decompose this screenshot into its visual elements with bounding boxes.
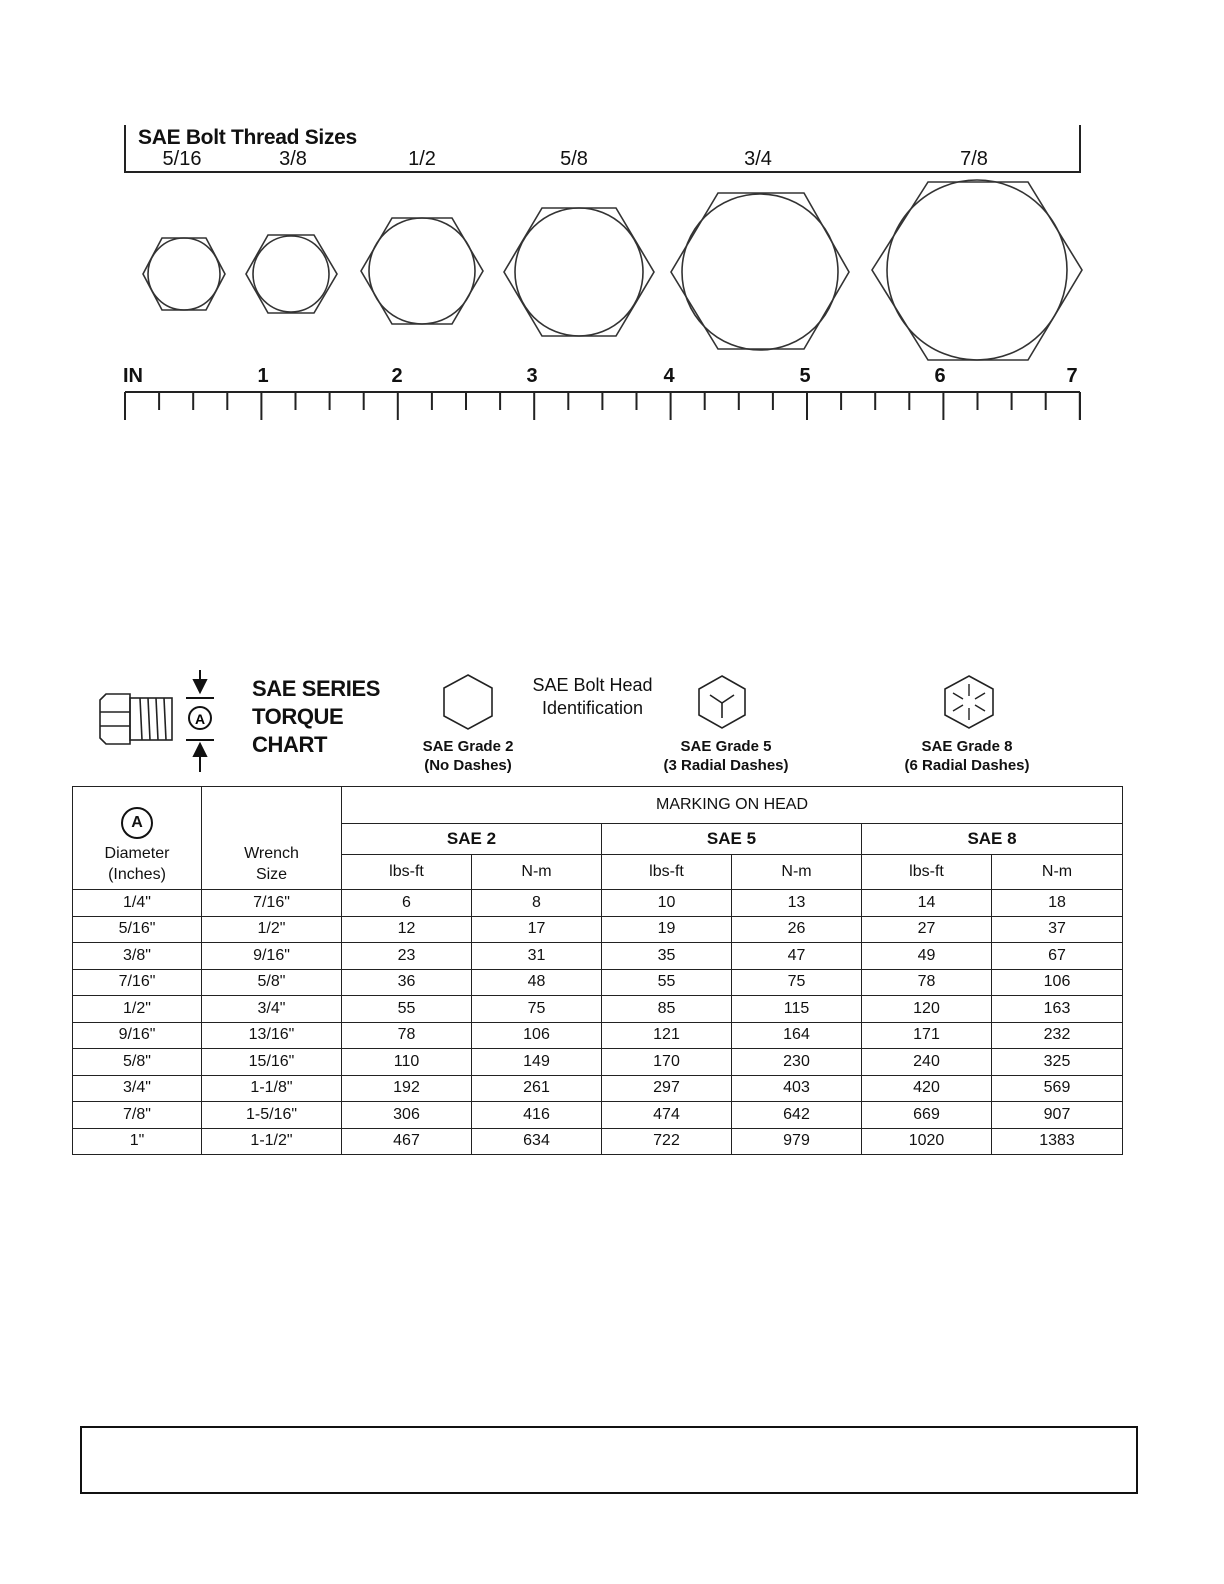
ruler-number: 3 <box>526 365 538 387</box>
torque-value-cell: 907 <box>992 1102 1123 1129</box>
unit-header: N-m <box>472 855 602 890</box>
grade-name: SAE Grade 5 <box>680 738 772 755</box>
diameter-cell: 1/4" <box>73 890 202 917</box>
wrench-size-cell: 1-5/16" <box>202 1102 342 1129</box>
torque-value-cell: 10 <box>602 890 732 917</box>
table-row <box>73 1128 1123 1155</box>
bolt-5-16-hex-icon <box>143 238 225 310</box>
torque-value-cell: 1020 <box>862 1128 992 1155</box>
torque-value-cell: 416 <box>472 1102 602 1129</box>
torque-value-cell: 27 <box>862 916 992 943</box>
torque-value-cell: 26 <box>732 916 862 943</box>
wrench-size-cell: 7/16" <box>202 890 342 917</box>
torque-value-cell: 115 <box>732 996 862 1023</box>
hexagon-3-dash-icon <box>694 672 750 732</box>
wrench-size-cell: 9/16" <box>202 943 342 970</box>
torque-value-cell: 23 <box>342 943 472 970</box>
bolt-diameter-diagram <box>96 668 220 778</box>
torque-value-cell: 240 <box>862 1049 992 1076</box>
diameter-symbol-icon: A <box>121 807 153 839</box>
table-row <box>73 1049 1123 1076</box>
torque-value-cell: 230 <box>732 1049 862 1076</box>
torque-value-cell: 192 <box>342 1075 472 1102</box>
bolt-1-2-hex-icon <box>361 218 483 324</box>
torque-value-cell: 8 <box>472 890 602 917</box>
torque-value-cell: 474 <box>602 1102 732 1129</box>
bolt-5-8-hex-icon <box>504 208 654 336</box>
hexagon-6-dash-icon <box>940 672 998 732</box>
torque-value-cell: 19 <box>602 916 732 943</box>
torque-value-cell: 297 <box>602 1075 732 1102</box>
table-row <box>73 1102 1123 1129</box>
diameter-cell: 7/8" <box>73 1102 202 1129</box>
grade-header: SAE 8 <box>862 824 1123 855</box>
torque-value-cell: 55 <box>342 996 472 1023</box>
torque-value-cell: 106 <box>992 969 1123 996</box>
size-label: 7/8 <box>960 148 988 170</box>
diameter-cell: 3/8" <box>73 943 202 970</box>
ruler-number: 5 <box>799 365 811 387</box>
table-row <box>73 890 1123 917</box>
torque-value-cell: 1383 <box>992 1128 1123 1155</box>
torque-value-cell: 75 <box>472 996 602 1023</box>
torque-value-cell: 110 <box>342 1049 472 1076</box>
diameter-cell: 5/8" <box>73 1049 202 1076</box>
ruler-number: 7 <box>1066 365 1078 387</box>
torque-value-cell: 14 <box>862 890 992 917</box>
ruler-number: 6 <box>934 365 946 387</box>
torque-value-cell: 979 <box>732 1128 862 1155</box>
unit-header: lbs-ft <box>862 855 992 890</box>
torque-value-cell: 47 <box>732 943 862 970</box>
torque-value-cell: 75 <box>732 969 862 996</box>
wrench-size-cell: 13/16" <box>202 1022 342 1049</box>
unit-header: lbs-ft <box>602 855 732 890</box>
torque-value-cell: 170 <box>602 1049 732 1076</box>
footer-box <box>80 1426 1138 1494</box>
bolt-7-8-hex-icon <box>872 180 1082 360</box>
torque-value-cell: 49 <box>862 943 992 970</box>
torque-value-cell: 467 <box>342 1128 472 1155</box>
size-label: 5/8 <box>560 148 588 170</box>
torque-value-cell: 261 <box>472 1075 602 1102</box>
size-label: 3/4 <box>744 148 772 170</box>
unit-header: lbs-ft <box>342 855 472 890</box>
torque-value-cell: 6 <box>342 890 472 917</box>
grade-note: (3 Radial Dashes) <box>663 757 789 774</box>
size-label: 3/8 <box>279 148 307 170</box>
torque-value-cell: 171 <box>862 1022 992 1049</box>
ruler-number: 4 <box>663 365 675 387</box>
hexagon-plain-icon <box>438 672 498 732</box>
torque-value-cell: 669 <box>862 1102 992 1129</box>
torque-value-cell: 48 <box>472 969 602 996</box>
torque-value-cell: 420 <box>862 1075 992 1102</box>
torque-value-cell: 121 <box>602 1022 732 1049</box>
torque-value-cell: 306 <box>342 1102 472 1129</box>
grade-caption <box>663 737 788 775</box>
wrench-header-line: Wrench <box>244 845 299 862</box>
diameter-header-line: Diameter <box>104 845 170 862</box>
unit-header: N-m <box>992 855 1123 890</box>
torque-value-cell: 569 <box>992 1075 1123 1102</box>
torque-value-cell: 78 <box>862 969 992 996</box>
inch-ruler <box>125 392 1080 420</box>
table-row <box>73 996 1123 1023</box>
wrench-size-header <box>202 787 342 890</box>
grade-caption <box>423 737 514 775</box>
table-row <box>73 943 1123 970</box>
diameter-cell: 5/16" <box>73 916 202 943</box>
diameter-cell: 7/16" <box>73 969 202 996</box>
wrench-size-cell: 1/2" <box>202 916 342 943</box>
bolt-3-8-hex-icon <box>246 235 337 313</box>
torque-value-cell: 232 <box>992 1022 1123 1049</box>
diameter-cell: 3/4" <box>73 1075 202 1102</box>
diameter-header-line: (Inches) <box>108 866 166 883</box>
wrench-size-cell: 1-1/2" <box>202 1128 342 1155</box>
grade-note: (No Dashes) <box>424 757 512 774</box>
grade-name: SAE Grade 2 <box>422 738 514 755</box>
torque-value-cell: 403 <box>732 1075 862 1102</box>
torque-value-cell: 78 <box>342 1022 472 1049</box>
torque-value-cell: 35 <box>602 943 732 970</box>
torque-value-cell: 37 <box>992 916 1123 943</box>
ruler-unit-label: IN <box>123 365 143 387</box>
torque-value-cell: 163 <box>992 996 1123 1023</box>
torque-value-cell: 722 <box>602 1128 732 1155</box>
chart-title-line: SAE SERIES <box>252 676 381 701</box>
chart-title-line: CHART <box>252 732 327 757</box>
torque-value-cell: 67 <box>992 943 1123 970</box>
chart-title-line: TORQUE <box>252 704 344 729</box>
torque-value-cell: 325 <box>992 1049 1123 1076</box>
grade-header: SAE 5 <box>602 824 862 855</box>
size-label: 1/2 <box>408 148 436 170</box>
grade-note: (6 Radial Dashes) <box>904 757 1030 774</box>
wrench-header-line: Size <box>255 866 288 883</box>
size-label: 5/16 <box>162 148 202 170</box>
torque-table <box>72 786 1123 1155</box>
wrench-size-cell: 3/4" <box>202 996 342 1023</box>
table-row <box>73 1075 1123 1102</box>
gauge-title: SAE Bolt Thread Sizes <box>138 126 357 149</box>
grade-identification-title: SAE Bolt Head Identification <box>532 675 653 718</box>
diameter-header <box>73 787 202 890</box>
torque-value-cell: 634 <box>472 1128 602 1155</box>
grade-header: SAE 2 <box>342 824 602 855</box>
torque-value-cell: 13 <box>732 890 862 917</box>
ruler-number: 1 <box>257 365 269 387</box>
bolt-3-4-hex-icon <box>671 193 849 350</box>
wrench-size-cell: 5/8" <box>202 969 342 996</box>
torque-value-cell: 31 <box>472 943 602 970</box>
torque-value-cell: 106 <box>472 1022 602 1049</box>
torque-value-cell: 18 <box>992 890 1123 917</box>
torque-value-cell: 36 <box>342 969 472 996</box>
torque-value-cell: 17 <box>472 916 602 943</box>
table-row <box>73 1022 1123 1049</box>
torque-value-cell: 164 <box>732 1022 862 1049</box>
diameter-cell: 1" <box>73 1128 202 1155</box>
grade-caption <box>904 737 1029 775</box>
torque-value-cell: 12 <box>342 916 472 943</box>
wrench-size-cell: 15/16" <box>202 1049 342 1076</box>
grade-name: SAE Grade 8 <box>921 738 1013 755</box>
torque-value-cell: 642 <box>732 1102 862 1129</box>
table-row <box>73 916 1123 943</box>
torque-value-cell: 120 <box>862 996 992 1023</box>
diameter-cell: 1/2" <box>73 996 202 1023</box>
wrench-size-cell: 1-1/8" <box>202 1075 342 1102</box>
unit-header: N-m <box>732 855 862 890</box>
diameter-symbol: A <box>194 711 206 727</box>
ruler-number: 2 <box>391 365 403 387</box>
torque-value-cell: 149 <box>472 1049 602 1076</box>
diameter-cell: 9/16" <box>73 1022 202 1049</box>
torque-value-cell: 85 <box>602 996 732 1023</box>
table-row <box>73 969 1123 996</box>
marking-on-head-header: MARKING ON HEAD <box>342 787 1123 824</box>
torque-value-cell: 55 <box>602 969 732 996</box>
bolt-side-icon <box>100 694 172 744</box>
